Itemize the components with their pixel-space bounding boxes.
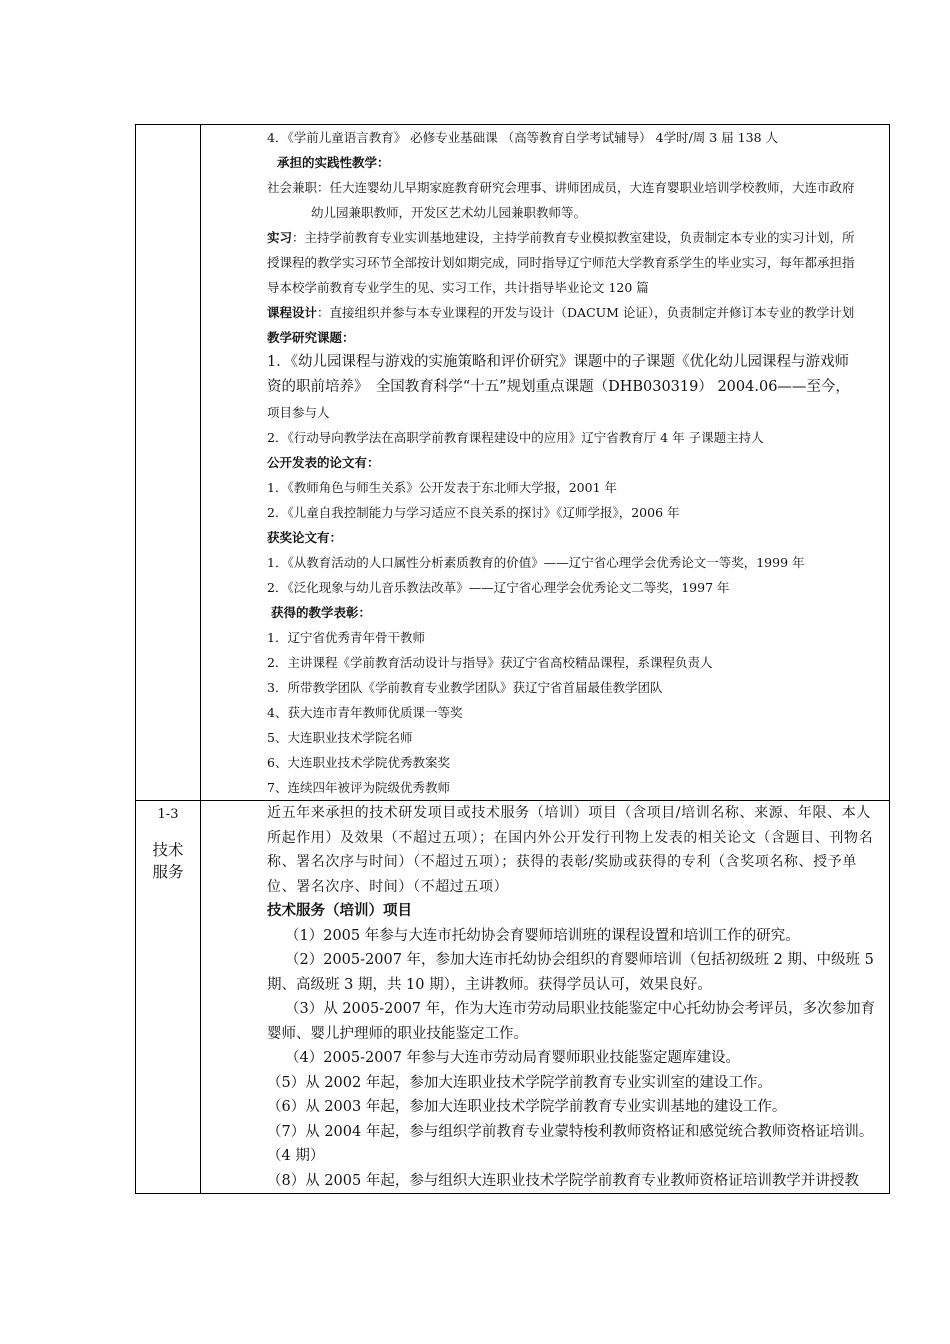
design-text: ：直接组织并参与本专业课程的开发与设计（DACUM 论证），负责制定并修订本专业的教学计划 — [317, 305, 855, 320]
table-row — [136, 125, 890, 801]
honors-heading: 获得的教学表彰： — [271, 605, 372, 620]
internship-text: ：主持学前教育专业实训基地建设，主持学前教育专业模拟教室建设，负责制定本专业的实习计划，所 — [292, 230, 855, 245]
internship-line-1 — [267, 225, 883, 250]
service-item: （1）2005 年参与大连市托幼协会育婴师培训班的课程设置和培训工作的研究。 — [285, 927, 800, 944]
social-line-2: 幼儿园兼职教师，开发区艺术幼儿园兼职教师等。 — [311, 205, 587, 220]
papers-heading: 公开发表的论文有： — [267, 455, 380, 470]
award-1: 1．《从教育活动的人口属性分析素质教育的价值》——辽宁省心理学会优秀论文一等奖，1999 年 — [267, 555, 805, 570]
research-1-line-1: 1．《幼儿园课程与游戏的实施策略和评价研究》课题中的子课题《优化幼儿园课程与游戏师 — [267, 354, 849, 370]
paper-2: 2．《儿童自我控制能力与学习适应不良关系的探讨》《辽师学报》，2006 年 — [267, 505, 680, 520]
internship-line-2: 授课程的教学实习环节全部按计划如期完成，同时指导辽宁师范大学教育系学生的毕业实习，每年都承担指 — [267, 255, 855, 270]
honor-item: 6、大连职业技术学院优秀教案奖 — [267, 755, 450, 770]
design-label: 课程设计 — [267, 305, 318, 320]
table-row — [136, 801, 890, 1194]
section-number: 1-3 — [157, 807, 179, 822]
service-item: （2）2005-2007 年，参加大连市托幼协会组织的育婴师培训（包括初级班 2 期、中级班 5 期、高级班 3 期，共 10 期），主讲教师。获得学员认可，效果良好。 — [267, 952, 874, 993]
awards-heading: 获奖论文有： — [267, 530, 343, 545]
service-item: （6）从 2003 年起，参加大连职业技术学院学前教育专业实训基地的建设工作。 — [267, 1099, 787, 1115]
service-item: （4）2005-2007 年参与大连市劳动局育婴师职业技能鉴定题库建设。 — [285, 1050, 741, 1066]
section-intro: 近五年来承担的技术研发项目或技术服务（培训）项目（含项目/培训名称、来源、年限、本人所起作用）及效果（不超过五项）；在国内外公开发行刊物上发表的相关论文（含题目、刊物名称、署名次序与时间）（不超过五项）；获得的表彰/奖励或获得的专利（含奖项名称、授予单位、署名次序、时间）（不超过五项） — [267, 805, 874, 895]
research-2: 2．《行动导向教学法在高职学前教育课程建设中的应用》辽宁省教育厅 4 年 子课题主持人 — [267, 430, 764, 445]
practice-heading: 承担的实践性教学： — [277, 155, 390, 170]
honor-item: 3．所带教学团队《学前教育专业教学团队》获辽宁省首届最佳教学团队 — [267, 680, 663, 695]
internship-line-3: 导本校学前教育专业学生的见、实习工作，共计指导毕业论文 120 篇 — [267, 280, 649, 295]
honor-item: 4、获大连市青年教师优质课一等奖 — [267, 705, 463, 720]
paper-1: 1．《教师角色与师生关系》公开发表于东北师大学报，2001 年 — [267, 480, 617, 495]
research-1-line-3: 项目参与人 — [267, 405, 330, 420]
honor-item: 5、大连职业技术学院名师 — [267, 730, 413, 745]
service-item: （5）从 2002 年起，参加大连职业技术学院学前教育专业实训室的建设工作。 — [267, 1074, 772, 1091]
internship-label: 实习 — [267, 230, 293, 245]
service-item: （3）从 2005-2007 年，作为大连市劳动局职业技能鉴定中心托幼协会考评员，多次参加育婴师、婴儿护理师的职业技能鉴定工作。 — [267, 1001, 876, 1042]
section-label-cell — [136, 801, 201, 1194]
tech-service-heading: 技术服务（培训）项目 — [267, 902, 412, 919]
honor-item: 2．主讲课程《学前教育活动设计与指导》获辽宁省高校精品课程，系课程负责人 — [267, 655, 713, 670]
design-line — [267, 300, 883, 325]
social-line-1: 社会兼职：任大连婴幼儿早期家庭教育研究会理事、讲师团成员，大连育婴职业培训学校教师，大连市政府 — [267, 180, 855, 195]
teaching-content-cell — [201, 125, 890, 801]
record-table — [135, 124, 890, 1194]
award-2: 2．《泛化现象与幼儿音乐教法改革》——辽宁省心理学会优秀论文二等奖，1997 年 — [267, 580, 730, 595]
honor-item: 7、连续四年被评为院级优秀教师 — [267, 780, 450, 795]
research-1-line-2: 资的职前培养》 全国教育科学“十五”规划重点课题（DHB030319） 2004.06——至今， — [267, 379, 850, 395]
section-label-line-2: 服务 — [152, 863, 184, 881]
research-heading: 教学研究课题： — [267, 330, 355, 345]
service-item: （8）从 2005 年起，参与组织大连职业技术学院学前教育专业教师资格证培训教学并讲授教 — [267, 1172, 859, 1189]
section-label-cell-empty — [136, 125, 201, 801]
section-label-line-1: 技术 — [152, 841, 184, 859]
honor-item: 1．辽宁省优秀青年骨干教师 — [267, 630, 425, 645]
tech-service-cell — [201, 801, 890, 1194]
service-item: （7）从 2004 年起，参与组织学前教育专业蒙特梭利教师资格证和感觉统合教师资格证培训。（4 期） — [267, 1123, 874, 1164]
course-line: 4．《学前儿童语言教育》 必修专业基础课 （高等教育自学考试辅导） 4学时/周 3 届 138 人 — [267, 130, 778, 145]
